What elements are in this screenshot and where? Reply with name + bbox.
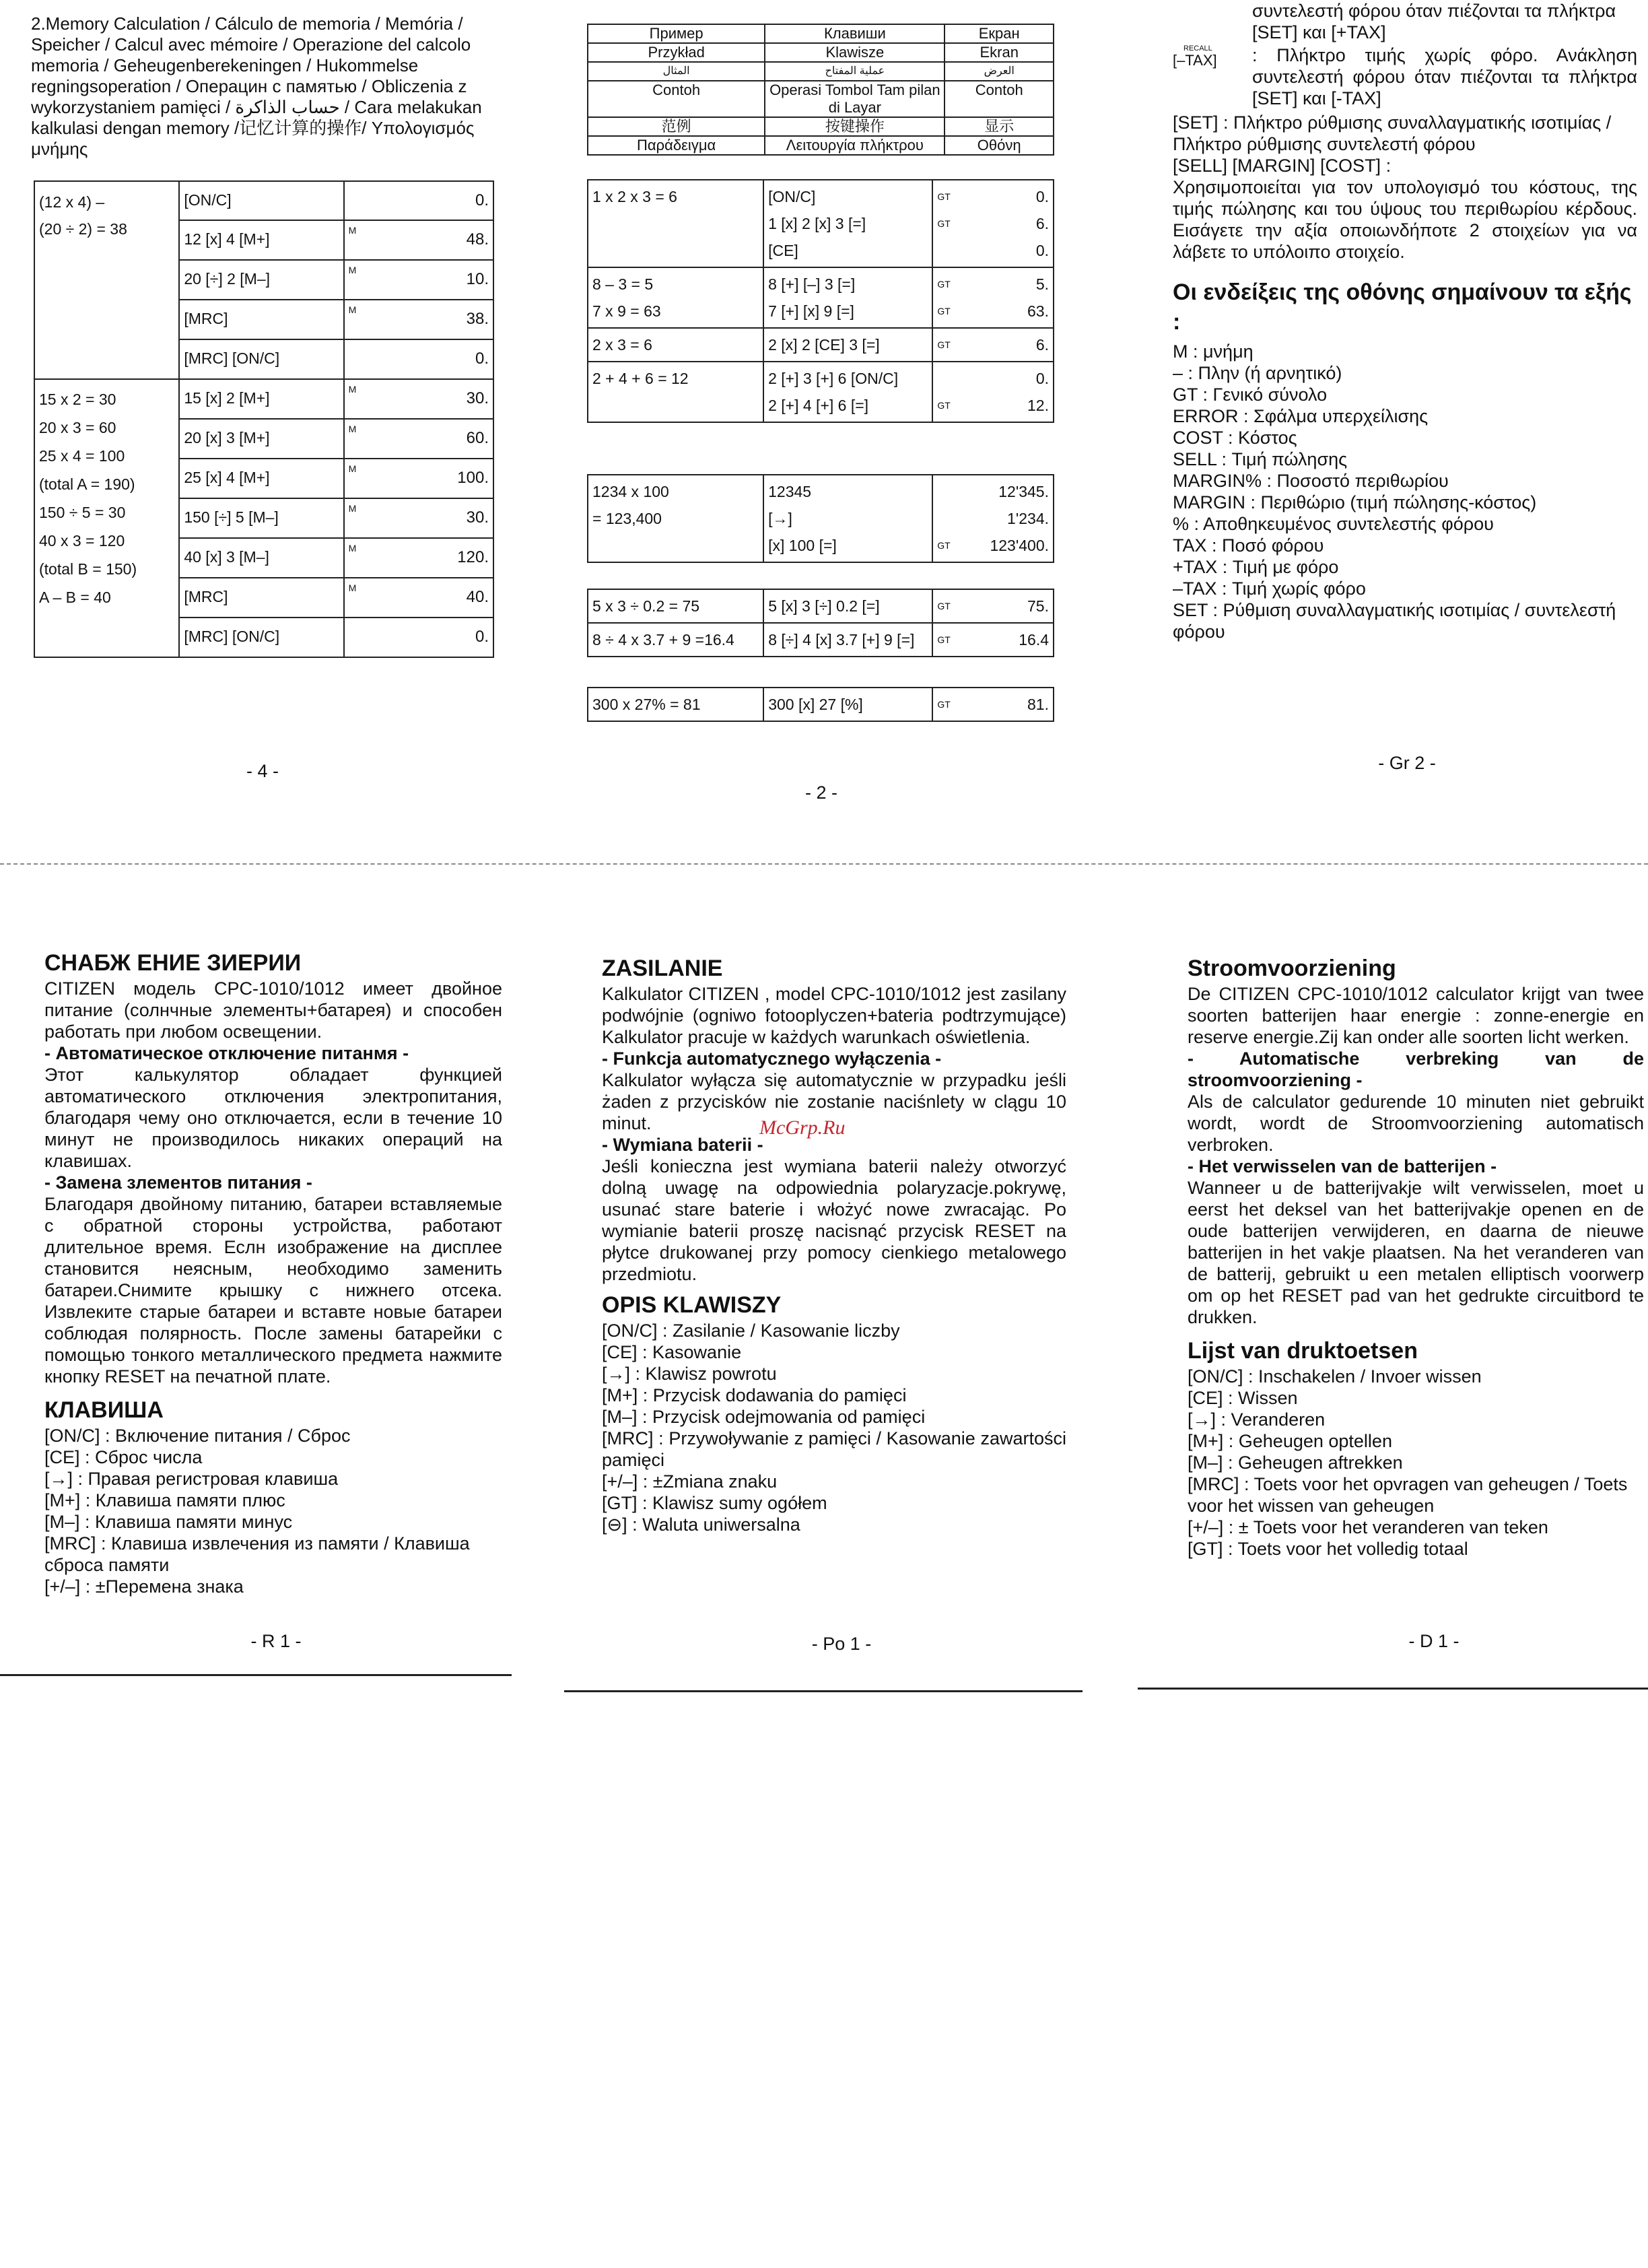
greek-keys-section: συντελεστή φόρου όταν πιέζονται τα πλήκτρα [SET] και [+TAX] RECALL [–TAX] : Πλήκτρο τιμής χωρίς φόρο. Ανάκληση συντελεστή φόρου όταν πιέζονται τα πλήκτρα [SET] και [-TAX] [SET] : Πλήκτρο ρύθμισης συναλλαγματικής ισοτιμίας / Πλήκτρο ρύθμισης συντελεστή φόρου [SELL] [MARGIN] [COST] : Χρησιμοποιείται για τον υπολογισμό του κόστους, της τιμής πώλησης και του ύψους του περιθωρίου κέρδους. Εισάγετε την αξία οποιωνδήποτε 2 στοιχείων για να λάβετε το υπόλοιπο στοιχείο. Οι ενδείξεις της οθόνης σημαίνουν τα εξής : M : μνήμη – : Πλην (ή αρνητικό) GT : Γενικό σύνολο ERROR : Σφάλμα υπερχείλισης COST : Κόστος SELL : Τιμή πώλησης MARGIN% : Ποσοστό περιθωρίου MARGIN : Περιθώριο (τιμή πώλησης-κόστος) % : Αποθηκευμένος συντελεστής φόρου TAX : Ποσό φόρου +TAX : Τιμή με φόρο –TAX : Τιμή χωρίς φόρο SET : Ρύθμιση συναλλαγματικής ισοτιμίας / συντελεστή φόρου xyxy=(1173,1,1637,642)
display-cell: 0. xyxy=(377,181,493,220)
section-heading: Lijst van druktoetsen xyxy=(1188,1338,1418,1364)
key-list: [ON/C] : Zasilanie / Kasowanie liczby [CE] : Kasowanie [→] : Klawisz powrotu [M+] : Przycisk dodawania do pamięci [M–] : Przycisk odejmowania od pamięci [MRC] : Przywoływanie z pamięci / Kasowanie zawartości pamięci [+/–] : ±Zmiana znaku [GT] : Klawisz sumy ogółem [⊖] : Waluta uniwersalna xyxy=(602,1321,1066,1535)
section-heading: Οι ενδείξεις της οθόνης σημαίνουν τα εξής : xyxy=(1173,279,1632,335)
example-table-basic: 1 x 2 x 3 = 6 [ON/C] 1 [x] 2 [x] 3 [=] [CE] GT GT 0. 6. 0. 8 – 3 = 5 7 x 9 = 63 8 [+] [–] 3 [=] 7 [+] [x] 9 [=] GT GT 5. 63. 2 x 3 = 6 2 [x] 2 [CE] 3 [=] GT 6. 2 + 4 + 6 = 12 2 [+] 3 [+] 6 [ON/C] 2 [+] 4 [+] 6 [=] GT 0. 12. xyxy=(587,179,1054,423)
example-cell: (12 x 4) – (20 ÷ 2) = 38 xyxy=(34,181,179,379)
page-number: - Po 1 - xyxy=(811,1634,872,1654)
example-table-shift: 1234 x 100 = 123,400 12345 [→] [x] 100 [=] GT 12'345. 1'234. 123'400. xyxy=(587,474,1054,563)
page-number: - R 1 - xyxy=(250,1631,302,1651)
page-bottom-rule xyxy=(564,1690,1083,1692)
dutch-section: Stroomvoorziening De CITIZEN CPC-1010/1012 calculator krijgt van twee soorten batterijen haar energie : zonne-energie en reserve energie.Zij kan onder alle soorten licht werken. - Automatische verbreking van de stroomvoorziening - Als de calculator gedurende 10 minuten niet gebruikt wordt, wordt de Stroomvoorziening automatisch verbroken. - Het verwisselen van de batterijen - Wanneer u de batterijvakje wilt verwisselen, moet u eerst het deksel van het batterijvakje openen en de oude batterijen verwijderen, en daarna de nieuwe batterijen in het vakje plaatsen. Na het veranderen van de batterij, gebruikt u een metalen elliptisch voorwerp om op het RESET pad van het gedrukte circuitbord te drukken. Lijst van druktoetsen [ON/C] : Inschakelen / Invoer wissen [CE] : Wissen [→] : Veranderen [M+] : Geheugen optellen [M–] : Geheugen aftrekken [MRC] : Toets voor het opvragen van geheugen / Toets voor het wissen van geheugen [+/–] : ± Toets voor het veranderen van teken [GT] : Toets voor het volledig totaal xyxy=(1188,954,1644,1560)
memory-calc-heading: 2.Memory Calculation / Cálculo de memoria / Memória / Speicher / Calcul avec mémoire / Operazione del calcolo memoria / Geheugenberekeningen / Hukommelse regningsoperation / Операцин с памятью / Obliczenia z wykorzystaniem pamięci / حساب الذاكرة / Cara melakukan kalkulasi dengan memory /记忆计算的操作/ Υπολογισμός μνήμης xyxy=(31,13,482,159)
key-list: [ON/C] : Включение питания / Сброс [CE] : Сброс числа [→] : Правая регистровая клавиша [M+] : Клавиша памяти плюс [M–] : Клавиша памяти минус [MRC] : Клавиша извлечения из памяти / Клавиша сброса памяти [+/–] : ±Перемена знака xyxy=(44,1426,470,1597)
section-heading: Stroomvoorziening xyxy=(1188,956,1396,981)
section-heading: ZASILANIE xyxy=(602,956,723,981)
fold-line xyxy=(0,863,1648,866)
indicator-list: M : μνήμη – : Πλην (ή αρνητικό) GT : Γενικό σύνολο ERROR : Σφάλμα υπερχείλισης COST : Κόστος SELL : Τιμή πώλησης MARGIN% : Ποσοστό περιθωρίου MARGIN : Περιθώριο (τιμή πώλησης-κόστος) % : Αποθηκευμένος συντελεστής φόρου TAX : Ποσό φόρου +TAX : Τιμή με φόρο –TAX : Τιμή χωρίς φόρο SET : Ρύθμιση συναλλαγματικής ισοτιμίας / συντελεστή φόρου xyxy=(1173,341,1616,642)
section-heading: КЛАВИША xyxy=(44,1397,164,1423)
watermark: McGrp.Ru xyxy=(759,1116,846,1139)
section-heading: OPIS KLAWISZY xyxy=(602,1292,782,1318)
section-heading: СНАБЖ ЕНИЕ ЗИЕРИИ xyxy=(44,950,302,976)
key-list: [ON/C] : Inschakelen / Invoer wissen [CE] : Wissen [→] : Veranderen [M+] : Geheugen optellen [M–] : Geheugen aftrekken [MRC] : Toets voor het opvragen van geheugen / Toets voor het wissen van geheugen [+/–] : ± Toets voor het veranderen van teken [GT] : Toets voor het volledig totaal xyxy=(1188,1366,1628,1559)
example-table-chain: 5 x 3 ÷ 0.2 = 75 5 [x] 3 [÷] 0.2 [=] GT 75. 8 ÷ 4 x 3.7 + 9 =16.4 8 [÷] 4 [x] 3.7 [+] 9 [=] GT 16.4 xyxy=(587,589,1054,657)
memory-calc-table: (12 x 4) – (20 ÷ 2) = 38 [ON/C] 0. 12 [x] 4 [M+] M 48. 20 [÷] 2 [M–] M 10. [MRC] M 38. [MRC] [ON/C] 0. 15 x 2 = 30 20 x 3 = 60 25 x 4 = 100 (total A = 190) 150 ÷ 5 = 30 40 x 3 = 120 (total B = 150) A – B = 40 15 [x] 2 [M+] M 30. 20 [x] 3 [M+] M 60. 25 [x] 4 [M+] M 100. 150 [÷] 5 [M–] M 30. 40 [x] 3 [M–] M 120. [MRC] M 40. [MRC] [ON/C] 0. xyxy=(34,180,494,658)
page-bottom-rule xyxy=(1138,1688,1648,1690)
example-cell: 15 x 2 = 30 20 x 3 = 60 25 x 4 = 100 (total A = 190) 150 ÷ 5 = 30 40 x 3 = 120 (total B = 150) A – B = 40 xyxy=(34,379,179,657)
key-cell: [ON/C] xyxy=(179,181,343,220)
recall-tax-entry: RECALL [–TAX] : Πλήκτρο τιμής χωρίς φόρο. Ανάκληση συντελεστή φόρου όταν πιέζονται τα πλήκτρα [SET] και [-TAX] xyxy=(1173,44,1637,108)
page-number: - 4 - xyxy=(246,761,279,781)
polish-section: ZASILANIE Kalkulator CITIZEN , model CPC-1010/1012 jest zasilany podwójnie (ogniwo fotooplyczen+bateria podtrzymujące) Kalkulator pracuje w każdych warunkach oświetlenia. - Funkcja automatycznego wyłączenia - Kalkulator wyłącza się automatycznie w przypadku jeśli żaden z przycisków nie zostanie naciśnlety w clągu 10 minut. - Wymiana baterii - Jeśli konieczna jest wymiana baterii należy otworzyć dolną uwagę na odpowiednia polaryzacje.pokrywę, usunać stare baterie i włożyć nowe zwracając. Po wymianie baterii proszę nacisnąć przycisk RESET na płytce drukowanej przy pomocy cienkiego metalowego przedmiotu. OPIS KLAWISZY [ON/C] : Zasilanie / Kasowanie liczby [CE] : Kasowanie [→] : Klawisz powrotu [M+] : Przycisk dodawania do pamięci [M–] : Przycisk odejmowania od pamięci [MRC] : Przywoływanie z pamięci / Kasowanie zawartości pamięci [+/–] : ±Zmiana znaku [GT] : Klawisz sumy ogółem [⊖] : Waluta uniwersalna xyxy=(602,954,1066,1535)
page-number: - 2 - xyxy=(804,782,837,803)
russian-section: СНАБЖ ЕНИЕ ЗИЕРИИ CITIZEN модель CPC-1010/1012 имеет двойное питание (солнчные элементы+батарея) и способен работать при любом освещении. - Автоматическое отключение питанмя - Этот калькулятор обладает функцией автоматического отключения электропитания, благодаря чему оно отключается, если в течение 10 минут не производилось никаких операций на клавишах. - Замена злементов питания - Благодаря двойному питанию, батареи вставляемые с обратной стороны устройства, работают длительное время. Еслн изображение на дисплее становится неясным, необходимо заменить батареи.Снимите крышку с нижнего отсека. Извлеките старые батареи и вставте новые батареи соблюдая полярность. После замены батарейки с помощью тонкого металлического предмета нажмите кнопку RESET на печатной плате. КЛАВИША [ON/C] : Включение питания / Сброс [CE] : Сброс числа [→] : Правая регистровая клавиша [M+] : Клавиша памяти плюс [M–] : Клавиша памяти минус [MRC] : Клавиша извлечения из памяти / Клавиша сброса памяти [+/–] : ±Перемена знака xyxy=(44,948,502,1597)
page-number: - D 1 - xyxy=(1408,1631,1460,1651)
column-header-table: Пример Клавиши Екран Przykład Klawisze Ekran المثال عملية المفتاح العرض Contoh Operasi Tombol Tam pilan di Layar Contoh 范例 按键操作 显示 Παράδειγμα Λειτουργία πλήκτρου Οθόνη xyxy=(587,24,1054,156)
page-bottom-rule xyxy=(0,1674,512,1676)
example-table-percent: 300 x 27% = 81 300 [x] 27 [%] GT 81. xyxy=(587,687,1054,722)
page-number: - Gr 2 - xyxy=(1378,753,1436,773)
